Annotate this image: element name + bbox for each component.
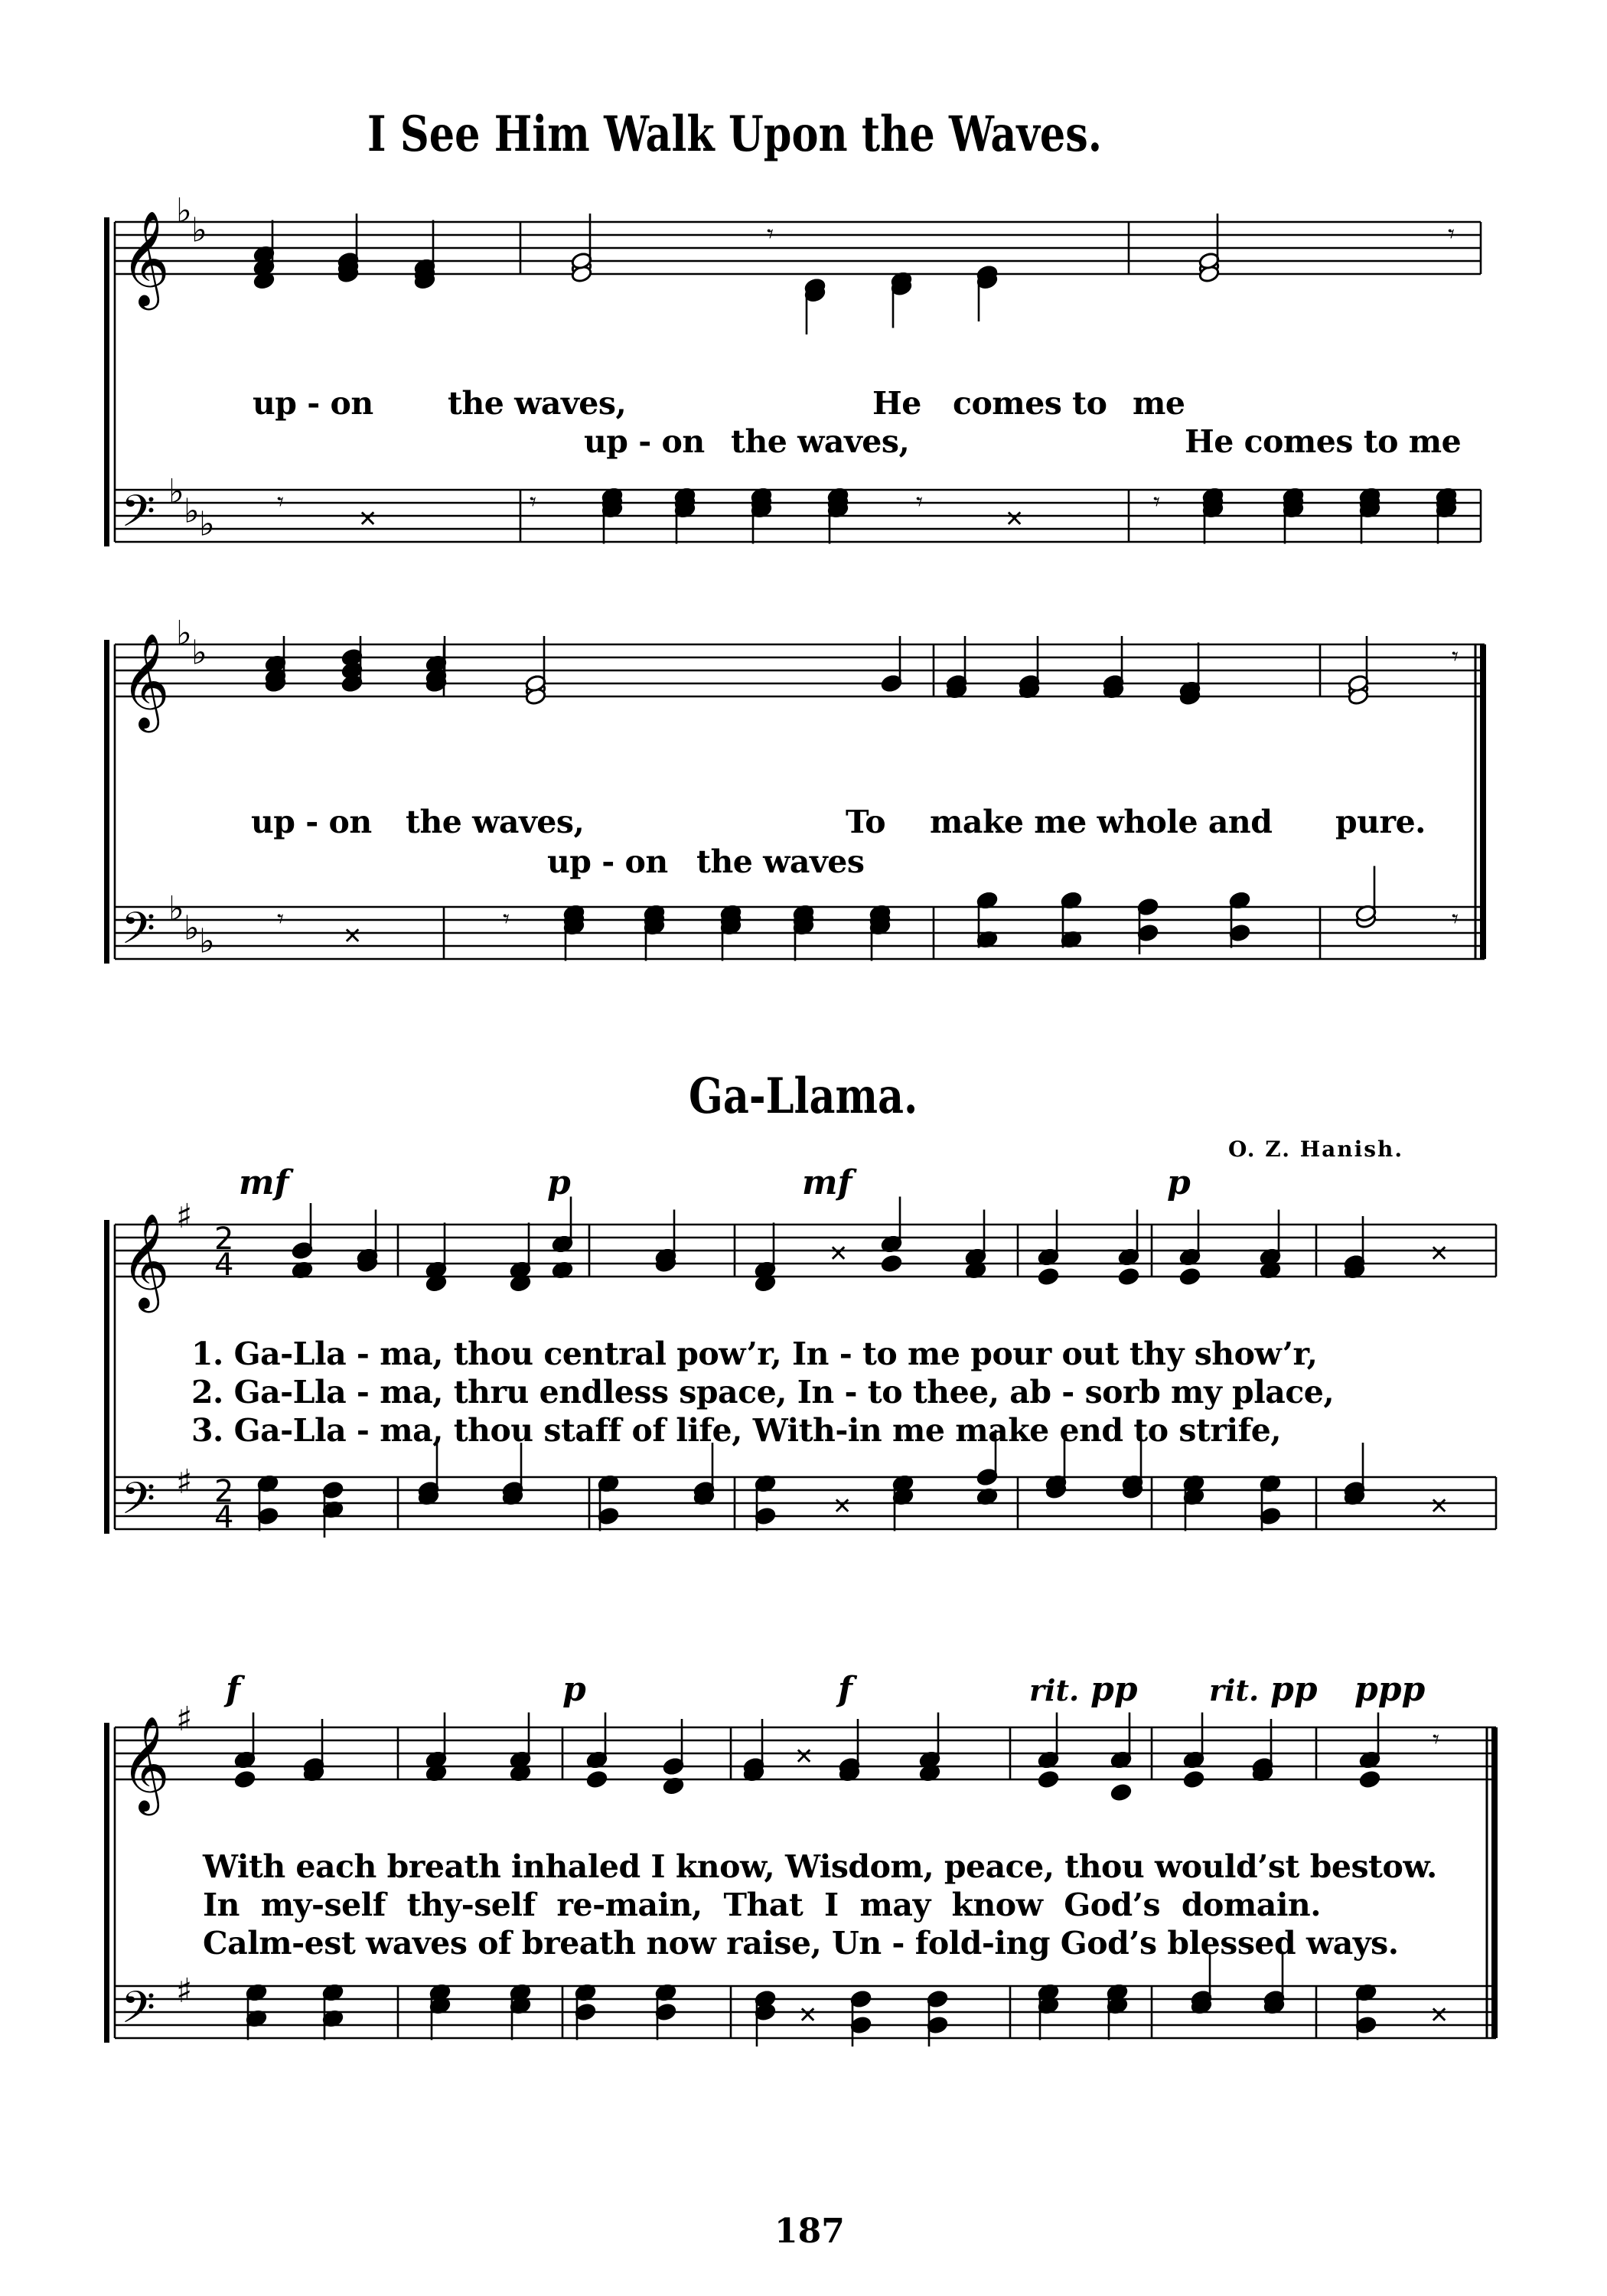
bass-clef: 𝄢 [121, 485, 156, 548]
lyric-word: up - on [584, 423, 705, 460]
note-head [234, 1770, 256, 1789]
verse-line: In my-self thy-self re-main, That I may know God’s domain. [203, 1887, 1321, 1923]
note-head [1038, 1770, 1059, 1789]
lyric-word: comes to [953, 385, 1107, 422]
dynamic-marking: p [547, 1163, 571, 1202]
system-bracket [104, 1220, 109, 1534]
note-head [881, 1254, 902, 1273]
treble-clef: 𝄞 [121, 633, 170, 729]
dynamic-marking: pp [1090, 1670, 1138, 1709]
hymn2-title: Ga-Llama. [689, 1068, 918, 1125]
quarter-rest: ✕ [794, 1743, 814, 1770]
lyric-word: pure. [1335, 804, 1426, 840]
note-head [1118, 1267, 1139, 1286]
time-signature: 2 [214, 1221, 234, 1257]
eighth-rest: 𝄾 [1433, 1724, 1440, 1755]
lyric-word: the waves, [448, 385, 627, 422]
composer-credit: O. Z. Hanish. [1228, 1137, 1404, 1162]
sharp-sign: ♯ [176, 1971, 193, 2011]
eighth-rest: 𝄾 [1153, 487, 1161, 517]
quarter-rest: ✕ [358, 506, 378, 533]
eighth-rest: 𝄾 [1448, 219, 1455, 249]
eighth-rest: 𝄾 [530, 487, 537, 517]
eighth-rest: 𝄾 [503, 904, 510, 934]
system-bracket [104, 640, 109, 964]
eighth-rest: 𝄾 [767, 219, 774, 249]
verse-line: 2. Ga-Lla - ma, thru endless space, In - to thee, ab - sorb my place, [191, 1374, 1335, 1411]
dynamic-marking: p [1167, 1163, 1191, 1202]
lyric-word: the waves [696, 843, 865, 880]
verse-line: 3. Ga-Lla - ma, thou staff of life, With-in me make end to strife, [191, 1412, 1282, 1449]
note-head [1359, 1770, 1380, 1789]
quarter-rest: ✕ [1005, 506, 1025, 533]
flat-sign: ♭ [168, 889, 184, 928]
bass-clef: 𝄢 [121, 902, 156, 965]
bass-clef: 𝄢 [121, 1981, 156, 2044]
dynamic-marking: mf [239, 1163, 289, 1202]
system-bracket [104, 217, 109, 546]
quarter-rest: ✕ [1429, 2002, 1449, 2029]
quarter-rest: ✕ [798, 2002, 818, 2029]
treble-clef: 𝄞 [121, 1716, 170, 1812]
lyric-word: up - on [251, 804, 372, 840]
page-number: 187 [774, 2212, 845, 2251]
time-signature: 4 [214, 1247, 234, 1283]
lyric-word: up - on [253, 385, 373, 422]
quarter-rest: ✕ [829, 1241, 849, 1267]
time-signature: 2 [214, 1474, 234, 1509]
dynamic-marking: rit. [1209, 1673, 1260, 1707]
lyric-word: make me whole and [930, 804, 1273, 840]
time-signature: 4 [214, 1500, 234, 1535]
lyric-word: me [1133, 385, 1185, 422]
verse-line: With each breath inhaled I know, Wisdom, peace, thou would’st bestow. [203, 1848, 1437, 1885]
bass-clef: 𝄢 [121, 1473, 156, 1535]
dynamic-marking: pp [1270, 1670, 1318, 1709]
quarter-rest: ✕ [1429, 1241, 1449, 1267]
final-barline [1491, 1727, 1498, 2038]
lyric-word: He comes to me [1185, 423, 1462, 460]
dynamic-marking: mf [802, 1163, 852, 1202]
sharp-sign: ♯ [176, 1700, 193, 1739]
note-head [1179, 1267, 1201, 1286]
final-barline [1480, 644, 1486, 959]
note-head [1038, 1267, 1059, 1286]
verse-line: Calm-est waves of breath now raise, Un - fold-ing God’s blessed ways. [203, 1925, 1399, 1962]
flat-sign: ♭ [199, 504, 215, 544]
eighth-rest: 𝄾 [1452, 904, 1459, 934]
note-head [1110, 1783, 1132, 1802]
flat-sign: ♭ [199, 921, 215, 961]
system-bracket [104, 1723, 109, 2043]
hymn1-title: I See Him Walk Upon the Waves. [367, 106, 1103, 163]
dynamic-marking: f [838, 1670, 852, 1709]
flat-sign: ♭ [191, 210, 207, 250]
flat-sign: ♭ [184, 491, 200, 531]
note-head [586, 1770, 608, 1789]
lyric-word: He [872, 385, 921, 422]
lyric-word: the waves, [406, 804, 585, 840]
flat-sign: ♭ [184, 908, 200, 948]
dynamic-marking: p [562, 1670, 586, 1709]
quarter-rest: ✕ [833, 1493, 852, 1520]
eighth-rest: 𝄾 [1452, 641, 1459, 672]
lyric-word: up - on [547, 843, 668, 880]
quarter-rest: ✕ [1429, 1493, 1449, 1520]
treble-clef: 𝄞 [121, 1213, 170, 1309]
flat-sign: ♭ [176, 191, 192, 230]
eighth-rest: 𝄾 [916, 487, 924, 517]
treble-clef: 𝄞 [121, 210, 170, 306]
flat-sign: ♭ [168, 472, 184, 511]
lyric-word: To [846, 804, 886, 840]
eighth-rest: 𝄾 [277, 904, 285, 934]
flat-sign: ♭ [191, 633, 207, 673]
sharp-sign: ♯ [176, 1197, 193, 1236]
dynamic-marking: f [226, 1670, 240, 1709]
eighth-rest: 𝄾 [277, 487, 285, 517]
dynamic-marking: rit. [1029, 1673, 1080, 1707]
verse-line: 1. Ga-Lla - ma, thou central pow’r, In - to me pour out thy show’r, [191, 1336, 1318, 1372]
quarter-rest: ✕ [343, 923, 363, 950]
sharp-sign: ♯ [176, 1463, 193, 1502]
dynamic-marking: ppp [1354, 1670, 1426, 1709]
lyric-word: the waves, [731, 423, 910, 460]
flat-sign: ♭ [176, 614, 192, 653]
note-head [1183, 1770, 1204, 1789]
